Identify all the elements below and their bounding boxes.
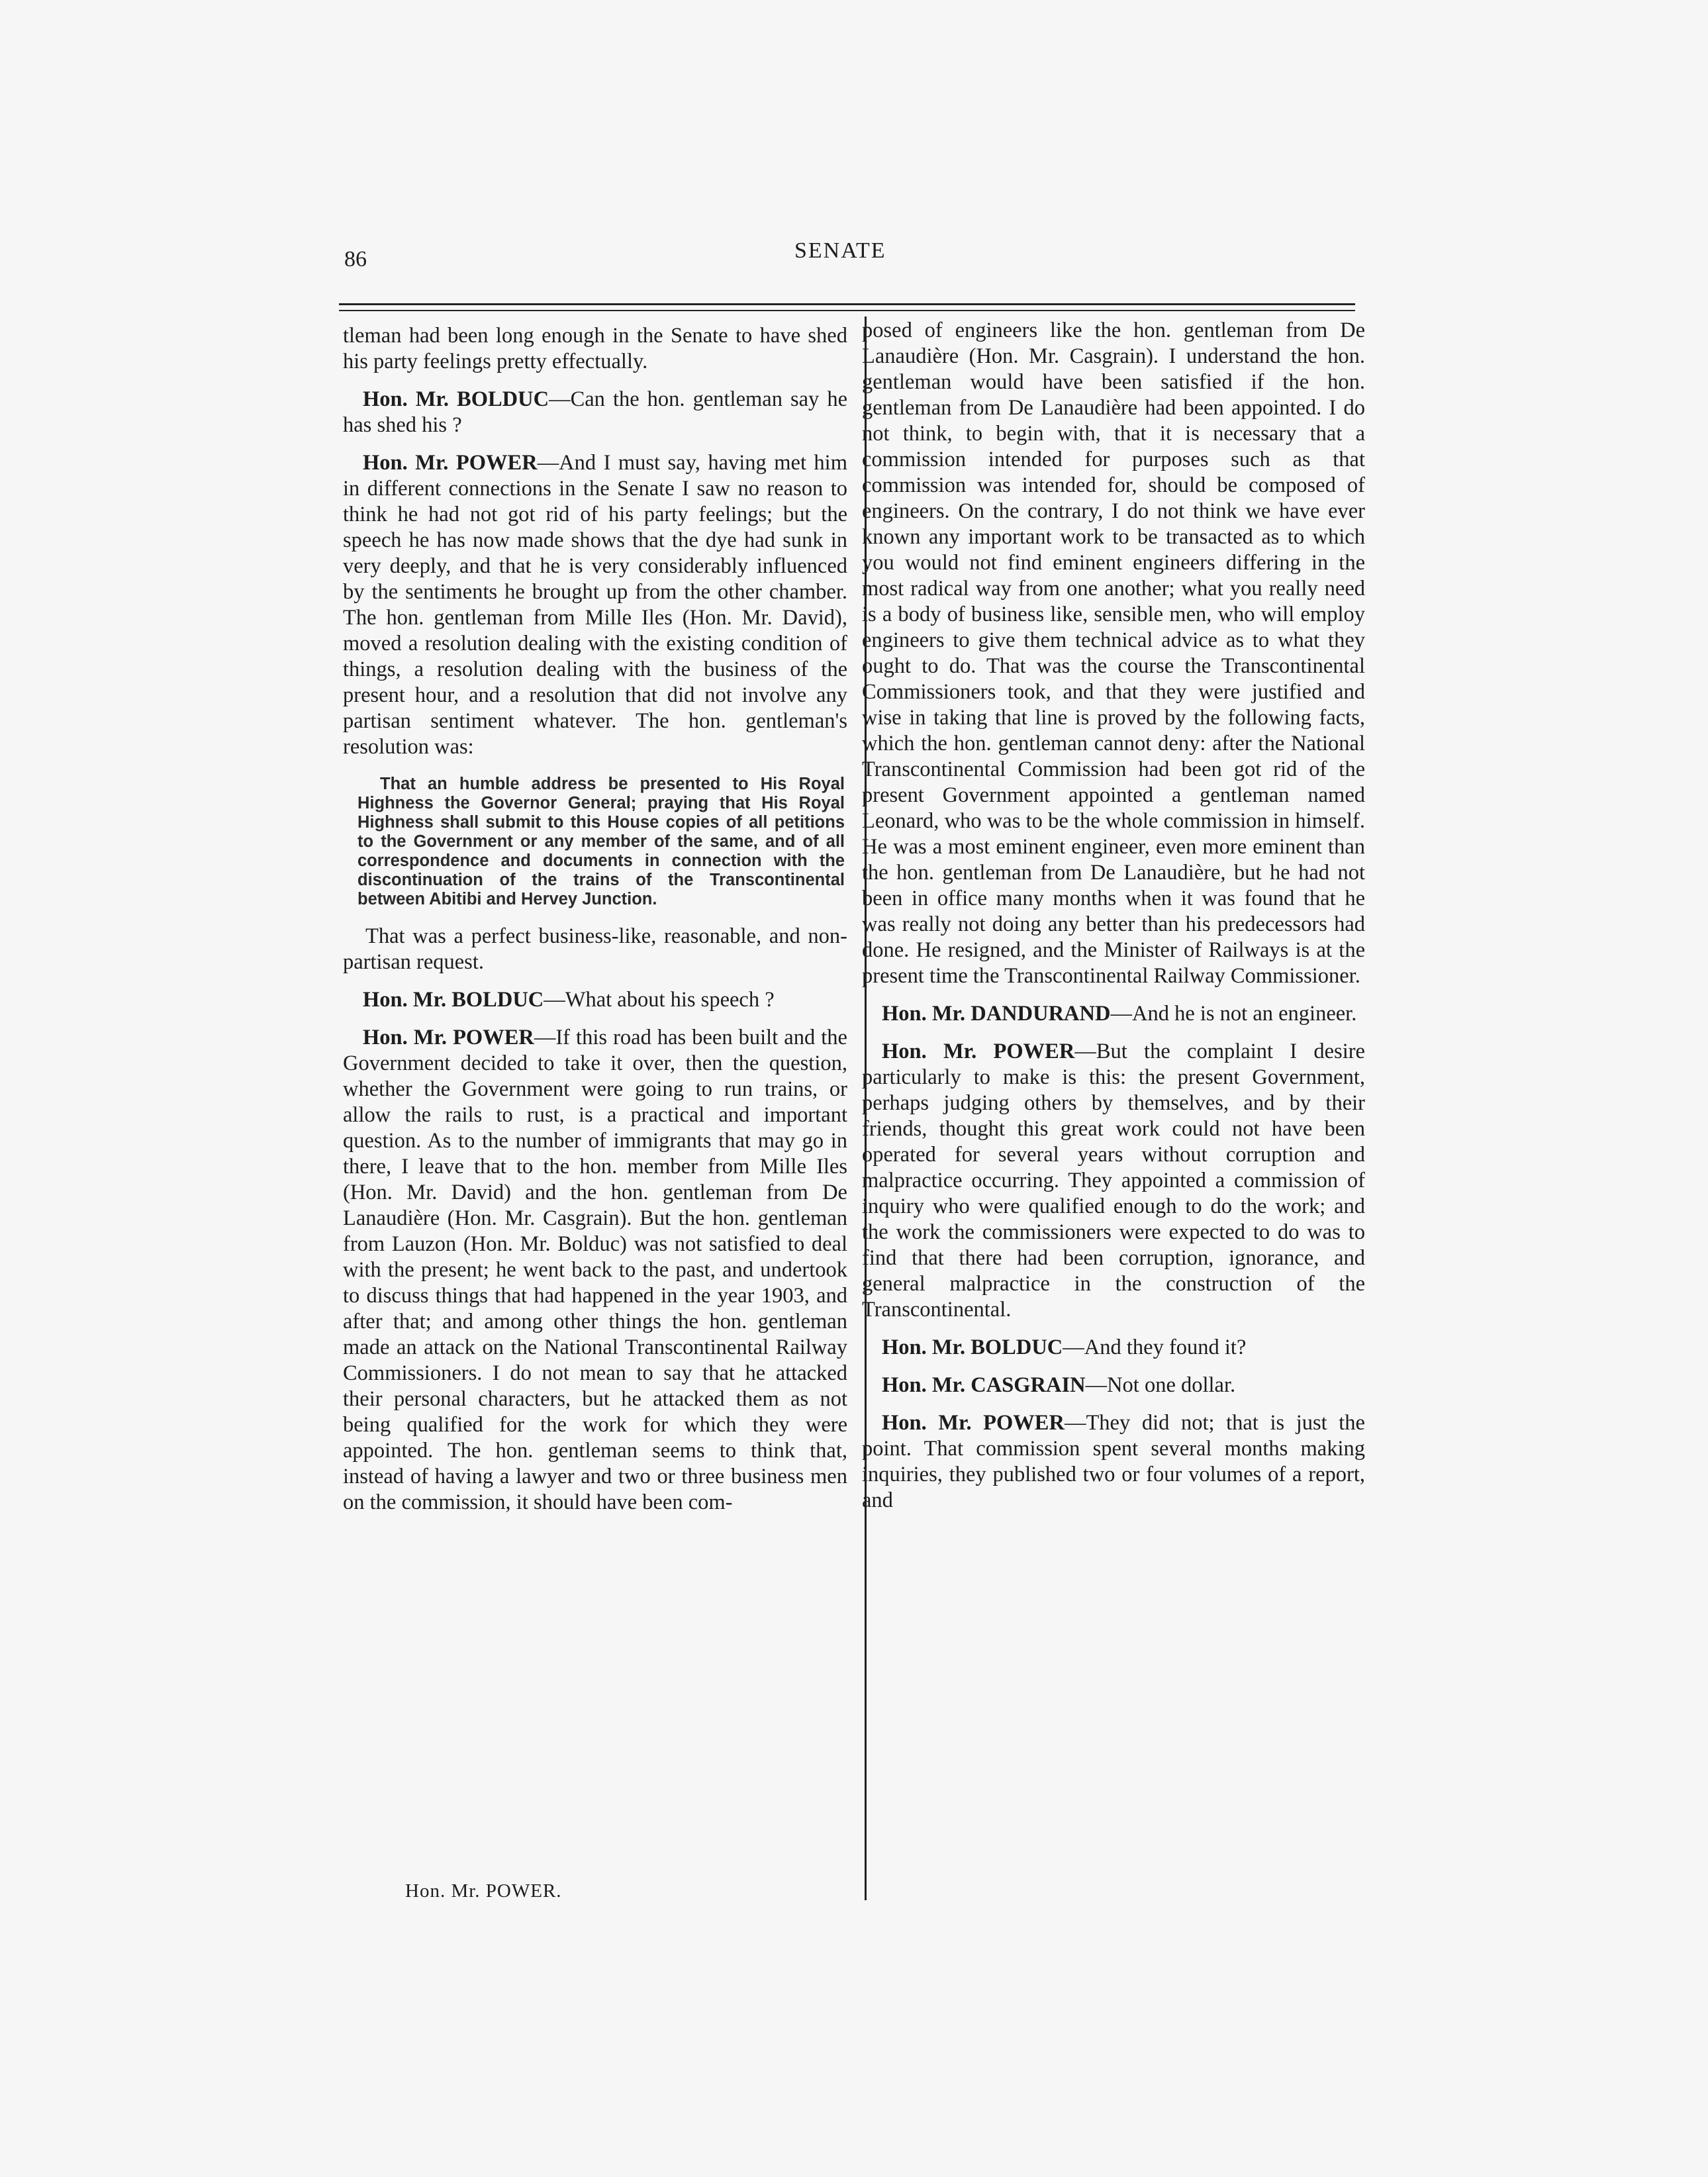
speech-paragraph bbox=[862, 1039, 1365, 1323]
speech-text: —And they found it? bbox=[1063, 1335, 1247, 1359]
running-head: SENATE bbox=[794, 238, 886, 263]
right-column bbox=[862, 318, 1365, 1520]
speech-paragraph bbox=[862, 1373, 1365, 1398]
speech-paragraph bbox=[862, 1410, 1365, 1514]
header-rule bbox=[339, 303, 1355, 305]
header-rule-thin bbox=[339, 310, 1355, 311]
speech-text: —But the complaint I desire particularly to make is this: the present Government, perhaps judging others by themselves, and by their friends, thought this great work could not have been operated for several years without corruption and malpractice occurring. They appointed a commission of inquiry who were qualified enough to do the work; and the work the commissioners were expected to do was to find that there had been corruption, ignorance, and general malpractice in the construction of the Transcontinental. bbox=[862, 1040, 1365, 1322]
page-footer: Hon. Mr. POWER. bbox=[405, 1880, 562, 1902]
speech-paragraph bbox=[862, 1335, 1365, 1361]
speaker: Hon. Mr. DANDURAND bbox=[882, 1002, 1111, 1026]
speech-text: —What about his speech ? bbox=[544, 988, 775, 1012]
speaker: Hon. Mr. BOLDUC bbox=[363, 387, 549, 411]
resolution-quote: That an humble address be presented to His Royal Highness the Governor General; praying that His Royal Highness shall submit to this House copies of all petitions to the Government or any member of the same, and of all correspondence and documents in connection with the discontinuation of the trains of the Transcontinental between Abitibi and Hervey Junction. bbox=[357, 775, 845, 908]
speech-text: —Can the hon. gentleman say he has shed his ? bbox=[343, 387, 847, 437]
page-number: 86 bbox=[344, 247, 367, 271]
paragraph: posed of engineers like the hon. gentleman from De Lanaudière (Hon. Mr. Casgrain). I understand the hon. gentleman would have been satisfied if the hon. gentleman from De Lanaudière had been appointed. I do not think, to begin with, that it is necessary that a commission intended for purposes such as that commission was intended for, should be composed of engineers. On the contrary, I do not think we have ever known any important work to be transacted as to which you would not find eminent engineers differing in the most radical way from one another; what you really need is a body of business like, sensible men, who will employ engineers to give them technical advice as to what they ought to do. That was the course the Transcontinental Commissioners took, and that they were justified and wise in taking that line is proved by the following facts, which the hon. gentleman cannot deny: after the National Transcontinental Commission had been got rid of the present Government appointed a gentleman named Leonard, who was to be the whole commission in himself. He was a most eminent engineer, even more eminent than the hon. gentleman from De Lanaudière, but he had not been in office many months when it was found that he was really not doing any better than his predecessors had done. He resigned, and the Minister of Railways is at the present time the Transcontinental Railway Commissioner. bbox=[862, 318, 1365, 988]
speaker: Hon. Mr. BOLDUC bbox=[363, 988, 544, 1012]
speech-paragraph bbox=[862, 1001, 1365, 1027]
speaker: Hon. Mr. CASGRAIN bbox=[882, 1373, 1086, 1397]
paragraph: That was a perfect business-like, reasonable, and non-partisan request. bbox=[343, 924, 847, 974]
speech-text: —And I must say, having met him in different connections in the Senate I saw no reason to think he had not got rid of his party feelings; but the speech he has now made shows that the dye had sunk in very deeply, and that he is very considerably influenced by the sentiments he brought up from the other chamber. The hon. gentleman from Mille Iles (Hon. Mr. David), moved a resolution dealing with the existing condition of things, a resolution dealing with the business of the present hour, and a resolution that did not involve any partisan sentiment whatever. The hon. gentleman's resolution was: bbox=[343, 451, 847, 759]
speech-text: —Not one dollar. bbox=[1085, 1373, 1236, 1397]
left-column bbox=[343, 323, 847, 1522]
speech-paragraph bbox=[343, 1025, 847, 1516]
speech-text: —And he is not an engineer. bbox=[1110, 1002, 1357, 1026]
speech-paragraph bbox=[343, 450, 847, 760]
speaker: Hon. Mr. POWER bbox=[882, 1411, 1065, 1435]
speaker: Hon. Mr. POWER bbox=[363, 1026, 534, 1049]
speech-text: —They did not; that is just the point. That commission spent several months making inquiries, they published two or four volumes of a report, and bbox=[862, 1411, 1365, 1512]
speaker: Hon. Mr. BOLDUC bbox=[882, 1335, 1063, 1359]
speech-text: —If this road has been built and the Government decided to take it over, then the question, whether the Government were going to run trains, or allow the rails to rust, is a practical and important question. As to the number of immigrants that may go in there, I leave that to the hon. member from Mille Iles (Hon. Mr. David) and the hon. gentleman from De Lanaudière (Hon. Mr. Casgrain). But the hon. gentleman from Lauzon (Hon. Mr. Bolduc) was not satisfied to deal with the present; he went back to the past, and undertook to discuss things that had happened in the year 1903, and after that; and among other things the hon. gentleman made an attack on the National Transcontinental Railway Commissioners. I do not mean to say that he attacked their personal characters, but he attacked them as not being qualified for the work for which they were appointed. The hon. gentleman seems to think that, instead of having a lawyer and two or three business men on the commission, it should have been com- bbox=[343, 1026, 847, 1514]
speaker: Hon. Mr. POWER bbox=[882, 1040, 1075, 1063]
paragraph: tleman had been long enough in the Senate to have shed his party feelings pretty effectually. bbox=[343, 324, 847, 373]
speech-paragraph bbox=[343, 987, 847, 1013]
speaker: Hon. Mr. POWER bbox=[363, 451, 538, 475]
speech-paragraph bbox=[343, 387, 847, 438]
